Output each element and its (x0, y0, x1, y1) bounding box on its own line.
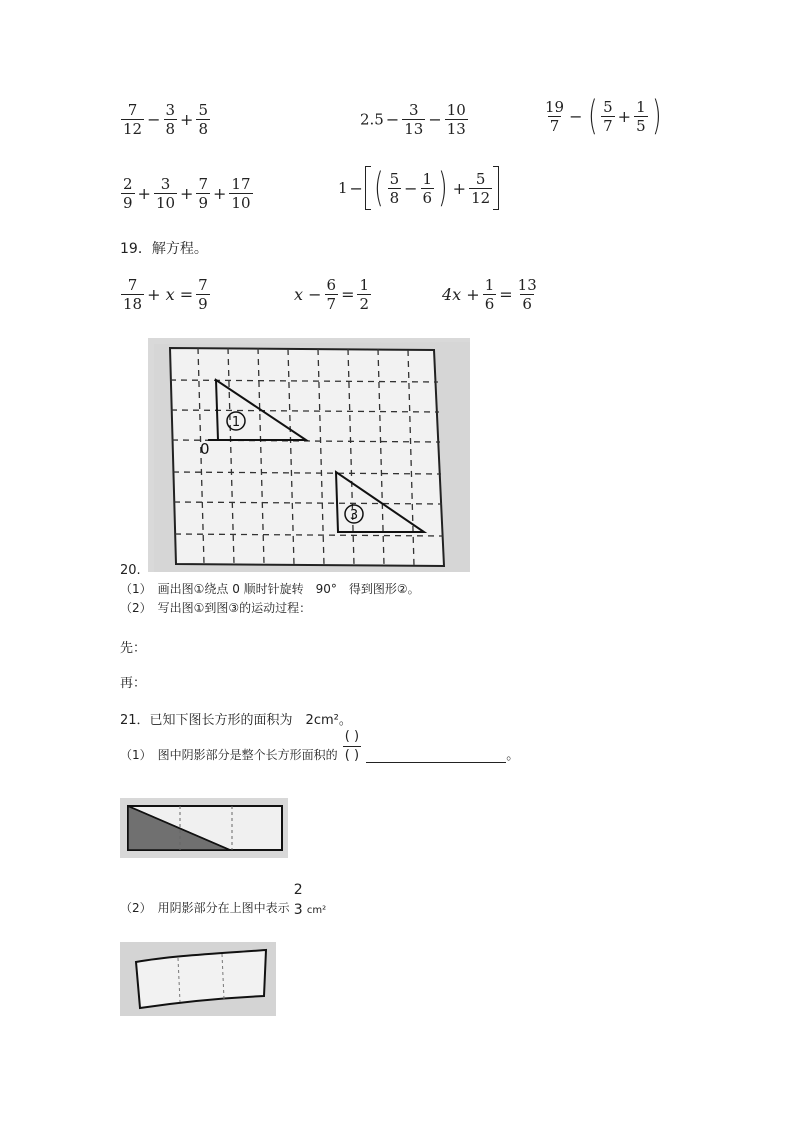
blank-rectangle (120, 942, 276, 1016)
fraction: $\frac{7}{12}$ (123, 101, 143, 138)
fraction: $\frac{5}{8}$ (389, 169, 400, 207)
q20-first: 先： (120, 641, 147, 656)
right-bracket (493, 166, 499, 210)
fraction: $\frac{13}{6}$ (517, 276, 537, 313)
right-paren: ) (651, 93, 662, 139)
fraction: $\frac{3}{8}$ (165, 101, 176, 138)
equation-1: $\frac{7}{18}$ + x = $\frac{7}{9}$ (123, 276, 208, 313)
shaded-rectangle-photo (120, 798, 288, 858)
fraction: $\frac{10}{13}$ (446, 101, 466, 138)
left-paren: ( (374, 165, 384, 211)
blank-fraction[interactable]: $\frac{( )}{( )}$ (344, 729, 360, 763)
fraction: $\frac{5}{7}$ (603, 97, 613, 135)
right-paren: ) (438, 165, 448, 211)
fraction: $\frac{5}{12}$ (471, 169, 491, 207)
shaded-rectangle (120, 798, 288, 858)
fraction: $\frac{5}{8}$ (198, 101, 208, 138)
expression-3: $\frac{19}{7}$ − ( $\frac{5}{7}$ + $\frac{1}{5}$ ) (545, 93, 662, 139)
svg-text:0: 0 (200, 440, 210, 458)
fraction: $\frac{1}{6}$ (484, 276, 495, 313)
left-bracket (365, 166, 371, 210)
q19-title: 19．解方程。 (120, 241, 208, 257)
fraction: $\frac{7}{9}$ (198, 175, 208, 212)
fraction: $\frac{7}{9}$ (198, 276, 208, 313)
expression-2: 2.5 − $\frac{3}{13}$ − $\frac{10}{13}$ (360, 101, 466, 138)
fraction: $\frac{1}{5}$ (636, 97, 646, 135)
fraction: $\frac{19}{7}$ (545, 97, 565, 135)
grid-figure-photo (148, 338, 470, 572)
fraction: $\frac{1}{2}$ (359, 276, 370, 313)
q21-sub1: （1） 图中阴影部分是整个长方形面积的 $\frac{( )}{( )}$ 。 (120, 729, 520, 763)
expression-4: $\frac{2}{9}$ + $\frac{3}{10}$ + $\frac{7}{9}$ + $\frac{17}{10}$ (123, 175, 251, 212)
q20-sub2: （2） 写出图①到图③的运动过程： (120, 601, 312, 615)
blank-rectangle-photo (120, 942, 276, 1016)
fraction: $\frac{3}{10}$ (155, 175, 176, 212)
equation-2: x − $\frac{6}{7}$ = $\frac{1}{2}$ (294, 276, 370, 313)
fraction: $\frac{6}{7}$ (326, 276, 337, 313)
expression-1: $\frac{7}{12}$ − $\frac{3}{8}$ + $\frac{5}{8}$ (123, 101, 208, 138)
q20-then: 再： (120, 676, 147, 691)
fraction: $\frac{3}{13}$ (404, 101, 424, 138)
q20-sub1: （1） 画出图①绕点 0 顺时针旋转 90° 得到图形②。 (120, 582, 420, 596)
two-thirds-fraction: 2 3 (293, 882, 303, 918)
q21-sub2: （2） 用阴影部分在上图中表示 2 3 cm² (120, 882, 327, 918)
grid-figure (148, 338, 470, 572)
svg-text:1: 1 (231, 415, 241, 430)
left-paren: ( (587, 93, 597, 139)
fraction: $\frac{2}{9}$ (123, 175, 133, 212)
fraction: $\frac{1}{6}$ (422, 169, 433, 207)
fraction: $\frac{7}{18}$ (123, 276, 143, 313)
answer-blank[interactable] (366, 748, 506, 763)
equation-3: 4x + $\frac{1}{6}$ = $\frac{13}{6}$ (442, 276, 537, 313)
svg-text:3: 3 (349, 508, 359, 523)
q21-title: 21．已知下图长方形的面积为 2cm²。 (120, 713, 352, 728)
fraction: $\frac{17}{10}$ (231, 175, 251, 212)
q20-number: 20. (120, 563, 141, 578)
expression-5: 1 − ( $\frac{5}{8}$ − $\frac{1}{6}$ ) + $\frac{5}{12}$ (338, 166, 499, 210)
